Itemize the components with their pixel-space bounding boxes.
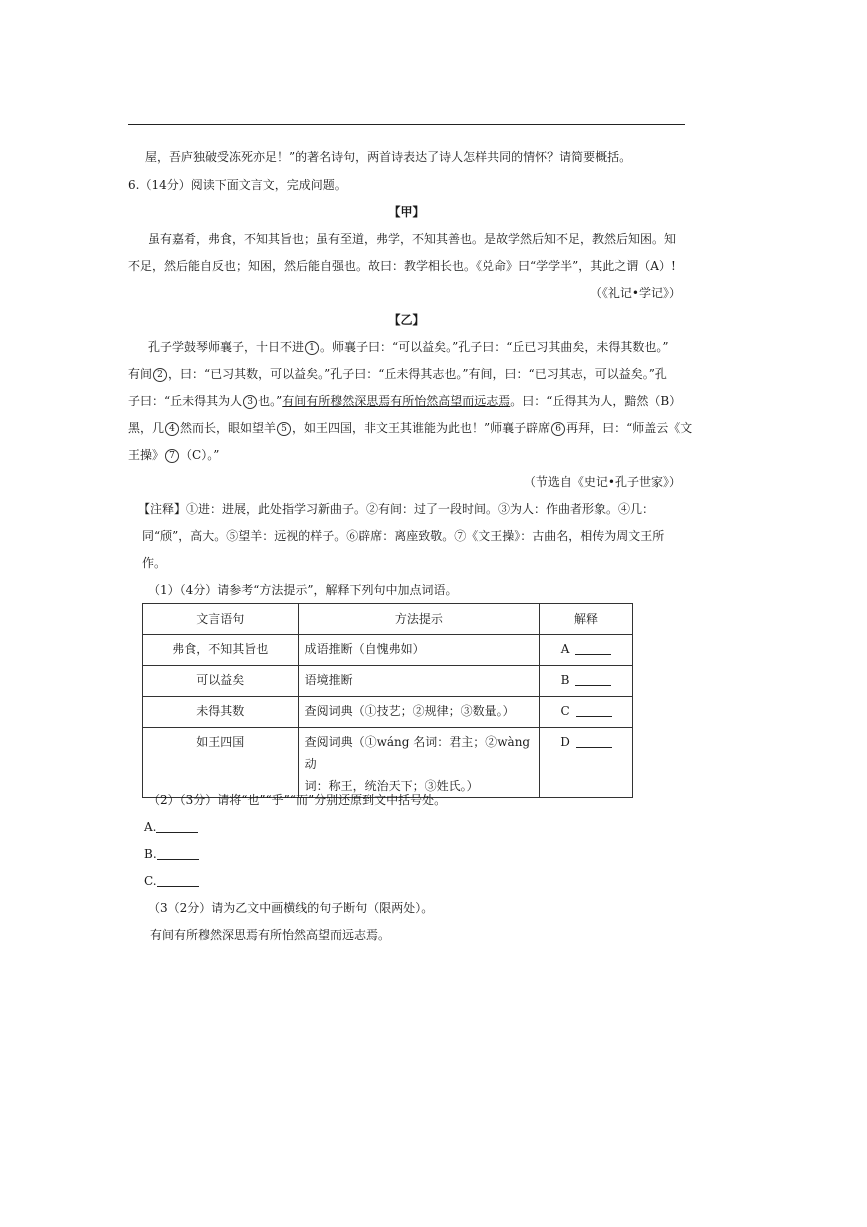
row-b-sentence: 可以益矣 [143,666,299,697]
table-header-row [143,604,633,635]
header-sentence: 文言语句 [143,604,299,635]
table-row [143,635,633,666]
q2-answer-b[interactable] [144,845,199,863]
answer-blank-b[interactable] [575,673,611,686]
yi-line-5 [128,446,219,464]
q2-label-c: C. [144,874,157,888]
jia-title: 【甲】 [388,205,425,219]
note-mark-1: 1 [305,341,319,355]
q2-prompt: （2）（3分）请将“也”“乎”“而”分别还原到文中括号处。 [148,793,447,807]
q2-answer-c[interactable] [144,872,199,890]
yi-line-3-a: 子曰：“丘未得其为人 [128,394,243,408]
note-mark-6: 6 [551,422,565,436]
yi-line-2-b: ，曰：“已习其数，可以益矣。”孔子曰：“丘未得其志也。”有间，曰：“已习其志，可以益矣。”孔 [168,367,667,381]
q3-sentence: 有间有所穆然深思焉有所怡然高望而远志焉。 [150,928,391,942]
table-row [143,666,633,697]
row-a-method: 成语推断（自愧弗如） [298,635,539,666]
jia-line-2: 不足，然后能自反也；知困，然后能自强也。故曰：教学相长也。《兑命》曰“学学半”，其此之谓（A）! [128,259,676,273]
row-c-answer[interactable] [540,697,633,728]
row-c-sentence: 未得其数 [143,697,299,728]
q2-label-a: A. [144,820,157,834]
yi-line-2-a: 有间 [128,367,153,381]
row-d-answer[interactable] [540,728,633,798]
yi-line-1 [148,338,669,356]
note-mark-3: 3 [243,395,257,409]
table-row [143,697,633,728]
notes-line-3: 作。 [142,556,167,570]
yi-line-4-b: 然而长，眼如望羊 [180,421,277,435]
yi-line-4-a: 黑，几 [128,421,165,435]
row-d-method-line-2: 词：称王，统治天下；③姓氏。） [304,779,479,793]
q2-blank-c[interactable] [157,874,199,887]
yi-line-2 [128,365,667,383]
row-b-letter: B [560,673,570,687]
q2-blank-a[interactable] [156,820,198,833]
yi-title: 【乙】 [388,313,425,327]
row-d-letter: D [560,735,570,749]
yi-line-4 [128,419,692,437]
row-c-letter: C [560,704,570,718]
yi-line-5-a: 王操》 [128,448,165,462]
note-mark-4: 4 [165,422,179,436]
yi-line-3-b: 也。” [258,394,283,408]
note-mark-7: 7 [165,449,179,463]
notes-line-1: 【注释】①进：进展，此处指学习新曲子。②有间：过了一段时间。③为人：作曲者形象。④几： [138,502,655,516]
row-a-sentence: 弗食，不知其旨也 [143,635,299,666]
note-mark-2: 2 [153,368,167,382]
yi-line-3-c: 。曰：“丘得其为人，黯然（B） [510,394,682,408]
row-d-method-line-1: 查阅词典（①wáng 名词：君主；②wàng 动 [304,735,531,771]
underlined-sentence: 有间有所穆然深思焉有所怡然高望而远志焉 [282,394,511,408]
yi-line-3 [128,392,681,410]
row-d-method [298,728,539,798]
answer-blank-a[interactable] [575,642,611,655]
q2-label-b: B. [144,847,157,861]
table-row [143,728,633,798]
row-d-sentence: 如王四国 [143,728,299,798]
notes-line-2: 同“颀”，高大。⑤望羊：远视的样子。⑥辟席：离座致敬。⑦《文王操》：古曲名，相传为周文王所 [142,529,665,543]
yi-line-5-b: （C）。” [180,448,220,462]
jia-line-1: 虽有嘉肴，弗食，不知其旨也；虽有至道，弗学，不知其善也。是故学然后知不足，教然后知困。知 [148,232,677,246]
row-b-answer[interactable] [540,666,633,697]
header-rule [128,124,685,125]
yi-line-1-a: 孔子学鼓琴师襄子，十日不进 [148,340,305,354]
q2-answer-a[interactable] [144,818,198,836]
jia-source: （《礼记•学记》） [589,286,681,300]
q2-blank-b[interactable] [157,847,199,860]
yi-line-1-b: 。师襄子曰：“可以益矣。”孔子曰：“丘已习其曲矣，未得其数也。” [320,340,669,354]
intro-line: 屋，吾庐独破受冻死亦足！”的著名诗句，两首诗表达了诗人怎样共同的情怀？请简要概括。 [145,150,632,164]
yi-line-4-d: 再拜，曰：“师盖云《文 [566,421,693,435]
row-b-method: 语境推断 [298,666,539,697]
answer-blank-c[interactable] [576,704,612,717]
q3-prompt: （3（2分）请为乙文中画横线的句子断句（限两处）。 [148,901,434,915]
question-6-header: 6.（14分）阅读下面文言文，完成问题。 [128,178,347,192]
yi-line-4-c: ，如王四国，非文王其谁能为此也！”师襄子辟席 [292,421,551,435]
note-mark-5: 5 [277,422,291,436]
header-method: 方法提示 [298,604,539,635]
row-a-answer[interactable] [540,635,633,666]
q1-prompt: （1）（4分）请参考“方法提示”，解释下列句中加点词语。 [148,583,458,597]
header-explanation: 解释 [540,604,633,635]
yi-source: （节选自《史记•孔子世家》） [523,475,681,489]
row-c-method: 查阅词典（①技艺；②规律；③数量。） [298,697,539,728]
row-a-letter: A [560,642,570,656]
answer-blank-d[interactable] [576,735,612,748]
method-table [142,603,633,798]
